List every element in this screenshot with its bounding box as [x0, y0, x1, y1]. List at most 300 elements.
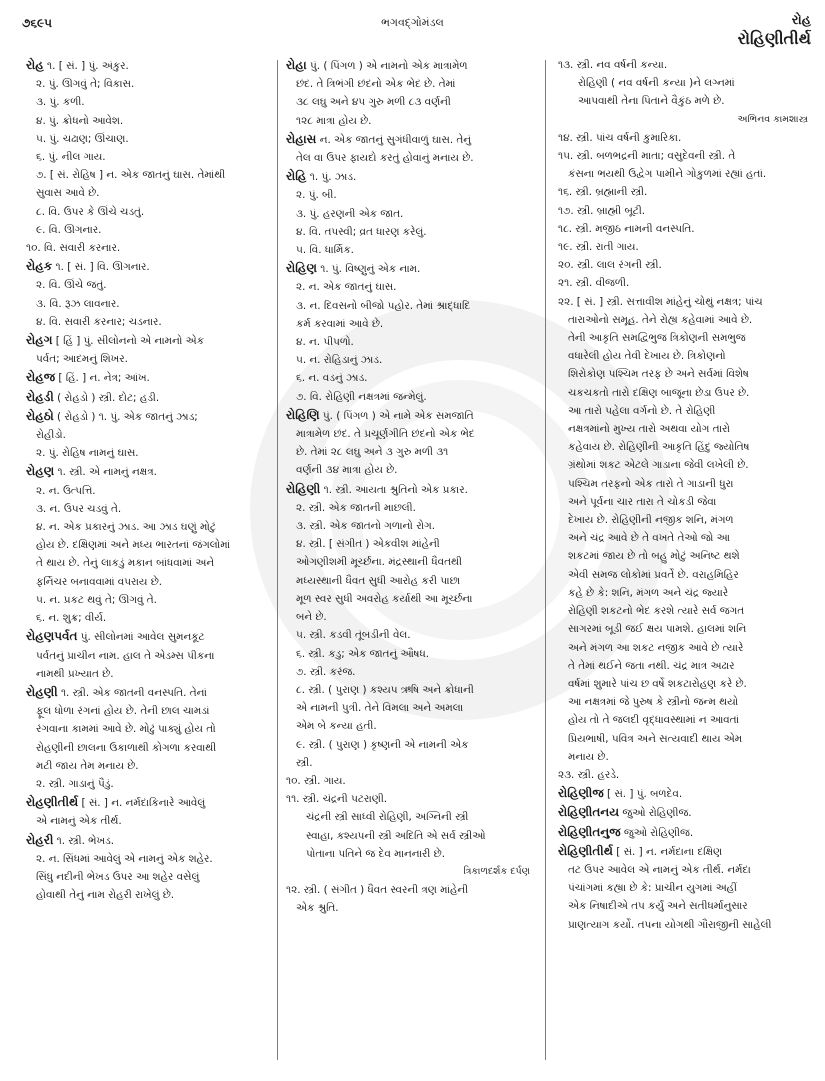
definition-text: ૮. વિ. ઉપર કે ઊંચે ચડતું. — [36, 205, 145, 218]
definition-line — [286, 278, 530, 296]
definition-line — [558, 256, 808, 274]
column-divider — [545, 60, 546, 1060]
definition-line — [26, 812, 264, 830]
definition-text: [ સં. ] ન. નર્મદાકિનારે આવેલું — [78, 797, 206, 810]
headword: રોહણીતીર્થ — [26, 795, 79, 810]
definition-text: અને પૂર્વના ચાર તારા તે ચોકડી જેવા — [568, 495, 717, 508]
definition-line — [286, 388, 530, 406]
definition-line — [286, 535, 530, 553]
definition-line — [558, 293, 808, 311]
definition-line — [26, 647, 264, 665]
definition-text: નક્ષત્રમાંનો મુખ્ય તારો અથવા યોગ તારો — [568, 423, 731, 436]
definition-text: સ્વાહા, કશ્યપની સ્ત્રી અદિતિ એ સર્વ સ્ત્રીઓ — [306, 829, 486, 842]
definition-text: ફર્નિચર બનાવવામાં વપરાય છે. — [36, 575, 163, 588]
quotation-line — [286, 827, 530, 845]
definition-line — [558, 493, 808, 511]
definition-text: પ્રાણત્યાગ કર્યો. તપના યોગથી ગૌરાજીની સાહેલી — [568, 918, 772, 931]
definition-text: રોહિણી ( નવ વર્ષની કન્યા )ને લગ્નમાં — [578, 77, 735, 90]
definition-text: ૪. પું. ક્રોધનો આવેશ. — [36, 114, 124, 127]
entry-headword-line — [558, 842, 808, 861]
entry-headword-line — [286, 167, 530, 186]
definition-line — [558, 748, 808, 766]
definition-text: કહે છે કે: શનિ, મંગળ અને ચંદ્ર જ્યારે — [568, 586, 729, 599]
definition-text: ૫. ન. રોહિડાનું ઝાડ. — [296, 354, 383, 367]
headword: રોહિ — [286, 169, 307, 184]
definition-text: અને ચંદ્ર આવે છે તે વખતે તેઓ જો આ — [568, 532, 730, 545]
definition-line — [558, 675, 808, 693]
definition-text: ૧૬. સ્ત્રી. બ્રહ્માની સ્ત્રી. — [558, 186, 648, 199]
definition-text: હોવાથી તેનું નામ રોહરી રાખેલું છે. — [36, 889, 175, 902]
entry-headword-line — [286, 259, 530, 278]
entry-headword-line — [286, 130, 530, 149]
quotation-line — [286, 845, 530, 863]
definition-line — [558, 639, 808, 657]
definition-text: હોય છે. દક્ષિણમાં અને મધ્ય ભારતનાં જંગલોમાં — [36, 539, 231, 552]
headword: રોહણપર્વત — [26, 629, 78, 644]
entry-headword-line — [26, 683, 264, 702]
headword: રોહિણી — [286, 481, 321, 496]
definition-line — [26, 775, 264, 793]
headword: રોહણ — [26, 464, 55, 479]
definition-text: તટ ઉપર આવેલ એ નામનું એક તીર્થ. નર્મદા — [568, 863, 751, 876]
definition-text: વધારેલી હોય તેવી દેખાય છે. ત્રિકોણનો — [568, 350, 726, 363]
definition-text: પ્રિયભાષી, પવિત્ર અને સત્યવાદી થાય એમ — [568, 732, 743, 745]
definition-text: [ હિં. ] ન. નેત્ર; આંખ. — [55, 372, 150, 385]
headword: રોહણી — [26, 684, 58, 699]
definition-text: ૩. પું. હરણની એક જાત. — [296, 207, 404, 220]
definition-line — [558, 329, 808, 347]
definition-line — [26, 444, 264, 462]
entry-headword-line — [26, 407, 264, 426]
definition-text: હોય તો તે જલદી વૃદ્ધાવસ્થામાં ન આવતાં — [568, 714, 740, 727]
definition-text: કર્મ કરવામાં આવે છે. — [296, 317, 384, 330]
definition-text: ૧૫. સ્ત્રી. બળભદ્રની માતા; વસુદેવની સ્ત્રી. તે — [558, 150, 736, 163]
headword: રોહિણીતીર્થ — [558, 843, 613, 858]
definition-line — [286, 772, 530, 790]
definition-text: ૧. [ સં. ] પું. અંકુર. — [43, 60, 129, 72]
entry-headword-line — [26, 627, 264, 646]
page-header — [0, 0, 825, 56]
definition-line — [26, 554, 264, 572]
definition-line — [26, 203, 264, 221]
definition-text: પું. ( પિંગળ ) એ નામનો એક માત્રામેળ — [306, 60, 468, 72]
definition-line — [26, 665, 264, 683]
definition-line — [558, 879, 808, 897]
definition-line — [558, 56, 808, 74]
definition-line — [26, 75, 264, 93]
definition-text: [ સં. ] ન. નર્મદાના દક્ષિણ — [612, 845, 723, 858]
definition-text: એક શ્રુતિ. — [296, 902, 339, 915]
definition-text: ૨૨. [ સં. ] સ્ત્રી. સત્તાવીશ માંહેનું ચોથું નક્ષત્ર; પાંચ — [558, 295, 763, 308]
definition-line — [286, 608, 530, 626]
definition-line — [286, 553, 530, 571]
entry-headword-line — [558, 784, 808, 803]
definition-line — [286, 754, 530, 772]
definition-text: નામથી પ્રખ્યાત છે. — [36, 667, 114, 680]
definition-line — [558, 183, 808, 201]
definition-line — [558, 584, 808, 602]
guide-word-end: રોહિણીતીર્થ — [737, 29, 811, 48]
headword: રોહડી — [26, 389, 54, 404]
definition-line — [26, 591, 264, 609]
definition-text: પંચાંગમાં કહ્યા છે કે: પ્રાચીન યુગમાં અહીં — [568, 882, 738, 895]
entry-headword-line — [286, 480, 530, 499]
definition-line — [26, 757, 264, 775]
definition-text: ૪. સ્ત્રી. [ સંગીત ) એકવીશ માંહેની — [296, 538, 440, 551]
definition-text: ૧. સ્ત્રી. આયતા શ્રુતિનો એક પ્રકાર. — [320, 483, 468, 496]
definition-line — [286, 736, 530, 754]
definition-text: ૬. પું. નીલ ગાય. — [36, 151, 106, 164]
entry-headword-line — [286, 56, 530, 75]
definition-line — [286, 572, 530, 590]
definition-text: [ સં. ] પું. બળદેવ. — [603, 788, 683, 801]
definition-text: ન. એક જાતનું સુગંધીવાળું ઘાસ. તેનું — [316, 133, 472, 146]
headword: રોહાસ — [286, 131, 317, 146]
definition-text: ૮. સ્ત્રી. ( પુરાણ ) કશ્યપ ઋષિ અને ક્રોધાની — [296, 683, 474, 696]
definition-text: પોતાના પતિને જ દેવ માનનારી છે. — [306, 847, 445, 860]
definition-text: મટી જાય તેમ મનાય છે. — [36, 759, 139, 772]
definition-line — [558, 438, 808, 456]
column-1 — [26, 56, 264, 1073]
definition-text: એ નામનું એક તીર્થ. — [36, 815, 122, 828]
definition-text: ૭. [ સં. રોહિષ ] ન. એક જાતનું ઘાસ. તેમાંથી — [36, 169, 226, 182]
entry-headword-line — [558, 803, 808, 822]
definition-line — [558, 620, 808, 638]
definition-line — [26, 313, 264, 331]
definition-text: તેની આકૃતિ સમદ્વિભુજ ત્રિકોણની સમભુજ — [568, 332, 746, 345]
headword: રોહક — [26, 259, 53, 274]
definition-text: મૂળ સ્વર સુધી અવરોહ કર્યાથી આ મૂર્ચ્છના — [296, 592, 473, 605]
definition-text: ૬. સ્ત્રી. કડુ; એક જાતનું ઔષધ. — [296, 647, 430, 660]
definition-text: સુવાસ આવે છે. — [36, 187, 100, 200]
definition-text: એવી સમજ લોકોમાં પ્રવર્તે છે. વરાહમિહિર — [568, 568, 739, 581]
definition-text: ૪. ન. પીપળો. — [296, 336, 354, 349]
definition-line — [558, 165, 808, 183]
definition-text: વર્ણની ૩૪ માત્રા હોય છે. — [296, 464, 398, 477]
definition-line — [558, 274, 808, 292]
definition-line — [558, 529, 808, 547]
definition-text: અને મંગળ આ શકટ નજીક આવે છે ત્યારે — [568, 641, 744, 654]
definition-line — [286, 186, 530, 204]
headword: રોહિણીજ — [558, 786, 604, 801]
entry-headword-line — [26, 793, 264, 812]
definition-line — [286, 443, 530, 461]
headword: રોહિણ — [286, 261, 317, 276]
guide-word-start: રોહ — [791, 13, 811, 28]
definition-text: પર્વતનું પ્રાચીન નામ. હાલ તે એડમ્સ પીકના — [36, 649, 215, 662]
headword: રોહિણિ — [286, 407, 320, 422]
definition-text: ચકચકતો તારો દક્ષિણ બાજૂના છેડા ઉપર છે. — [568, 386, 750, 399]
definition-line — [286, 75, 530, 93]
entry-headword-line — [26, 368, 264, 387]
definition-line — [26, 426, 264, 444]
definition-text: ૭. સ્ત્રી. કરંજ. — [296, 665, 356, 678]
definition-line — [26, 166, 264, 184]
definition-text: મનાય છે. — [568, 750, 609, 763]
definition-line — [286, 425, 530, 443]
definition-text: તેલ વા ઉપર ફાયદો કરતું હોવાનું મનાય છે. — [296, 152, 474, 165]
definition-text: ૩. ન. દિવસનો બીજો પહોર. તેમાં શ્રાદ્ધાદિ — [296, 299, 471, 312]
definition-text: ૧૯. સ્ત્રી. રાતી ગાય. — [558, 241, 639, 254]
definition-text: ૨. પું. બી. — [296, 189, 337, 202]
definition-line — [286, 699, 530, 717]
definition-line — [558, 220, 808, 238]
definition-line — [558, 547, 808, 565]
definition-line — [286, 663, 530, 681]
definition-line — [558, 147, 808, 165]
definition-line — [558, 861, 808, 879]
quotation-line — [558, 74, 808, 92]
definition-line — [286, 626, 530, 644]
definition-line — [558, 347, 808, 365]
definition-text: ૬. ન. શુક્ર; વીર્ય. — [36, 612, 107, 625]
definition-text: સ્ત્રી. — [296, 756, 313, 769]
headword: રોહજ — [26, 370, 56, 385]
definition-text: ૨. સ્ત્રી. ગાડાનું પૈડું. — [36, 777, 114, 790]
definition-line — [286, 645, 530, 663]
definition-text: ૩. વિ. રૂઝ લાવનાર. — [36, 297, 120, 310]
definition-text: ૨. ન. એક જાતનું ઘાસ. — [296, 281, 397, 294]
definition-line — [286, 717, 530, 735]
definition-text: ૧૨. સ્ત્રી. ( સંગીત ) ધૈવત સ્વરની ત્રણ માંહેની — [286, 884, 469, 897]
definition-line — [286, 790, 530, 808]
definition-text: સાગરમાં બૂડી જઈ ક્ષય પામશે. હાલમાં શનિ — [568, 623, 747, 636]
definition-line — [286, 351, 530, 369]
definition-line — [286, 681, 530, 699]
definition-line — [26, 886, 264, 904]
definition-line — [26, 850, 264, 868]
definition-line — [26, 239, 264, 257]
definition-text: છે. તેમાં ૨૮ લઘુ અને ૩ ગુરુ મળી ૩૧ — [296, 446, 449, 459]
definition-text: એક નિષાદીએ તપ કર્યું અને સતીધર્માનુસાર — [568, 900, 748, 913]
definition-line — [558, 475, 808, 493]
definition-text: શકટમાં જાય છે તો બહુ મોટું અનિષ્ટ થશે — [568, 550, 740, 563]
definition-text: ૧. પું. વિષ્ણુનું એક નામ. — [316, 263, 421, 276]
definition-text: ઓગણીશમી મૂર્ચ્છના. મંદ્રસ્થાની ધૈવતથી — [296, 556, 462, 569]
definition-line — [558, 711, 808, 729]
entry-headword-line — [286, 406, 530, 425]
definition-line — [26, 609, 264, 627]
definition-line — [286, 517, 530, 535]
definition-text: ૧. સ્ત્રી. ભેખડ. — [53, 834, 115, 847]
definition-text: જુઓ રોહિણીજ. — [619, 807, 692, 820]
definition-text: તે થાય છે. તેનું લાકડું મકાન બાંધવામાં અને — [36, 557, 215, 570]
definition-text: ૩. પું. કળી. — [36, 96, 85, 109]
definition-line — [558, 730, 808, 748]
headword: રોહ — [26, 58, 44, 72]
definition-line — [26, 500, 264, 518]
definition-text: તારાઓનો સમૂહ. તેને રોહ્ય કહેવામાં આવે છે. — [568, 313, 753, 326]
definition-text: ૨. વિ. ઊંચે જતું. — [36, 279, 107, 292]
definition-text: ૨. સ્ત્રી. એક જાતની માછલી. — [296, 501, 416, 514]
quotation-line — [558, 92, 808, 110]
definition-line — [286, 369, 530, 387]
definition-text: ૧. પું. ઝાડ. — [306, 171, 357, 184]
definition-line — [26, 482, 264, 500]
definition-text: ૯. સ્ત્રી. ( પુરાણ ) કૃષ્ણની એ નામની એક — [296, 738, 469, 751]
definition-text: રોહીડો. — [36, 429, 66, 442]
entry-headword-line — [558, 823, 808, 842]
definition-line — [26, 221, 264, 239]
definition-text: ૧૨૮ માત્રા હોય છે. — [296, 114, 372, 127]
definition-line — [26, 130, 264, 148]
definition-text: ૪. વિ. સવારી કરનાર; ચડનાર. — [36, 315, 162, 328]
definition-text: કંસના ભયથી ઉદ્વેગ પામીને ગોકુળમાં રહ્યાં હતાં. — [568, 168, 767, 181]
definition-line — [558, 897, 808, 915]
definition-text: ૩૮ લઘુ અને ૪૫ ગુરુ મળી ૮૩ વર્ણની — [296, 96, 451, 109]
definition-text: એમ બે કન્યા હતી. — [296, 720, 377, 733]
column-3 — [558, 56, 808, 1073]
definition-text: માત્રામેળ છંદ. તે પ્રચૂર્ણગીતિ છંદનો એક ભેદ — [296, 428, 475, 441]
headword: રોહગ — [26, 333, 53, 348]
definition-line — [286, 112, 530, 130]
definition-text: ૨૧. સ્ત્રી. વીજળી. — [558, 277, 630, 290]
definition-line — [558, 402, 808, 420]
definition-text: ૪. ન. એક પ્રકારનું ઝાડ. આ ઝાડ ઘણું મોટું — [36, 521, 216, 534]
definition-line — [558, 766, 808, 784]
definition-line — [558, 657, 808, 675]
definition-text: બને છે. — [296, 611, 327, 624]
entry-headword-line — [26, 831, 264, 850]
entry-headword-line — [26, 257, 264, 276]
guide-words — [738, 12, 811, 48]
definition-line — [558, 916, 808, 934]
quotation-line — [286, 808, 530, 826]
definition-text: તે તેમાં થઈને જતા નથી. ચંદ્ર માત્ર અઢાર — [568, 659, 735, 672]
definition-line — [26, 702, 264, 720]
definition-line — [558, 693, 808, 711]
definition-text: સિંધુ નદીની ભેખડ ઉપર આ શહેર વસેલું — [36, 870, 200, 883]
definition-line — [26, 184, 264, 202]
headword: રોહિણીતનય — [558, 805, 620, 820]
definition-line — [26, 573, 264, 591]
definition-text: ગ્રંથોમાં શકટ એટલે ગાડાના જેવી લખેલી છે. — [568, 459, 749, 472]
definition-text: મધ્યસ્થાની ધૈવત સુધી આરોહ કરી પાછા — [296, 574, 461, 587]
definition-line — [26, 720, 264, 738]
definition-line — [558, 511, 808, 529]
definition-text: અભિનવ કામશાસ્ત્ર — [737, 113, 808, 125]
definition-line — [26, 148, 264, 166]
definition-text: ૧૭. સ્ત્રી. બ્રાહ્મી બૂટી. — [558, 204, 646, 217]
definition-line — [26, 276, 264, 294]
definition-text: આપવાથી તેના પિતાને વૈકુંઠ મળે છે. — [578, 95, 725, 108]
definition-line — [26, 350, 264, 368]
definition-line — [558, 311, 808, 329]
definition-text: પું. ( પિંગળ ) એ નામે એક સમજાતિ — [319, 409, 474, 422]
definition-line — [558, 566, 808, 584]
definition-text: ૫. પું. ચઢાણ; ઊંચાણ. — [36, 132, 129, 145]
definition-text: ૧. સ્ત્રી. એક જાતની વનસ્પતિ. તેનાં — [57, 686, 207, 699]
definition-text: આ તારો પહેલા વર્ગનો છે. તે રોહિણી — [568, 404, 716, 417]
definition-text: ( રોહડો ) ૧. પું. એક જાતનું ઝાડ; — [53, 410, 198, 423]
column-2 — [286, 56, 530, 1073]
definition-text: ૫. ન. પ્રકટ થવું તે; ઊગવું તે. — [36, 593, 157, 606]
definition-text: ૯. વિ. ઊગનાર. — [36, 223, 102, 236]
definition-text: ૨૩. સ્ત્રી. હરડે. — [558, 768, 620, 781]
definition-text: ૧. [ સં. ] વિ. ઊગનાર. — [52, 261, 150, 274]
definition-text: ૪. વિ. તપસ્વી; વ્રત ધારણ કરેલું. — [296, 225, 427, 238]
definition-line — [26, 518, 264, 536]
definition-line — [286, 881, 530, 899]
definition-text: ૧૩. સ્ત્રી. નવ વર્ષની કન્યા. — [558, 59, 668, 71]
definition-text: કહેવાય છે. રોહિણીની આકૃતિ હિંદુ જ્યોતિષ — [568, 441, 750, 454]
definition-text: છંદ. તે ત્રિભંગી છંદનો એક ભેદ છે. તેમાં — [296, 78, 456, 91]
definition-line — [286, 333, 530, 351]
entry-headword-line — [26, 462, 264, 481]
definition-text: ૨. ન. ઉત્પત્તિ. — [36, 484, 96, 497]
definition-line — [286, 93, 530, 111]
definition-text: ૫. વિ. ધાર્મિક. — [296, 244, 354, 257]
quotation-source — [286, 863, 530, 881]
definition-text: ફૂલ ધોળા રંગનાં હોય છે. તેની છાલ ચામડાં — [36, 705, 210, 718]
entry-headword-line — [26, 56, 264, 75]
definition-line — [286, 223, 530, 241]
definition-line — [26, 739, 264, 757]
definition-text: પું. સીલોનમાં આવેલ સુમનકૂટ — [77, 631, 205, 644]
definition-line — [286, 149, 530, 167]
definition-text: વર્ષમાં શુમારે પાંચ છ વર્ષે શકટારોહણ કરે છે. — [568, 677, 747, 690]
definition-line — [286, 241, 530, 259]
definition-line — [26, 868, 264, 886]
definition-line — [558, 202, 808, 220]
definition-text: ૩. સ્ત્રી. એક જાતનો ગળાનો રોગ. — [296, 520, 436, 533]
column-divider — [277, 60, 278, 1060]
definition-text: ૩. ન. ઉપર ચડવું તે. — [36, 502, 122, 515]
running-title: ભગવદ્ગોમંડલ — [381, 16, 444, 29]
definition-text: ૧૧. સ્ત્રી. ચંદ્રની પટરાણી. — [286, 793, 388, 806]
definition-line — [286, 899, 530, 917]
definition-text: [ હિં ] પું. સીલોનનો એ નામનો એક — [52, 335, 204, 348]
definition-text: ૨. પું. રોહિષ નામનું ઘાસ. — [36, 447, 139, 460]
definition-text: ૧૪. સ્ત્રી. પાંચ વર્ષની કુમારિકા. — [558, 131, 682, 144]
definition-line — [558, 365, 808, 383]
definition-line — [26, 295, 264, 313]
definition-text: દેખાય છે. રોહિણીની નજીક શનિ, મંગળ — [568, 514, 734, 527]
definition-text: ૧. સ્ત્રી. એ નામનું નક્ષત્ર. — [54, 466, 157, 479]
definition-text: શિરોકોણ પશ્ચિમ તરફ છે અને સર્વમાં વિશેષ — [568, 368, 749, 381]
definition-text: રંગવાના કામમાં આવે છે. મોઢું પાક્યું હોય તો — [36, 723, 216, 736]
definition-text: પર્વત; આદમનું શિખર. — [36, 353, 128, 366]
headword: રોહિણીતનુજ — [558, 824, 621, 839]
definition-line — [558, 456, 808, 474]
headword: રોહરી — [26, 832, 54, 847]
definition-text: આ નક્ષત્રમાં જે પુરુષ કે સ્ત્રીનો જન્મ થયો — [568, 696, 739, 709]
headword: રોહા — [286, 58, 307, 72]
definition-text: ૧૮. સ્ત્રી. મજીઠ નામની વનસ્પતિ. — [558, 222, 695, 235]
definition-text: ૧૦. વિ. સવારી કરનાર. — [26, 242, 121, 255]
definition-text: એ નામની પુત્રી. તેને વિમલા અને અમલા — [296, 702, 464, 715]
headword: રોહઠો — [26, 408, 54, 423]
definition-text: ૨૦. સ્ત્રી. લાલ રંગની સ્ત્રી. — [558, 259, 662, 272]
entry-headword-line — [26, 331, 264, 350]
definition-text: ૨. પું. ઊગવું તે; વિકાસ. — [36, 78, 135, 91]
definition-text: ૬. ન. વડનું ઝાડ. — [296, 372, 368, 385]
definition-line — [286, 461, 530, 479]
definition-text: પશ્ચિમ તરફનો એક તારો તે ગાડાની ધુરા — [568, 477, 734, 490]
definition-text: ૭. વિ. રોહિણી નક્ષત્રમાં જન્મેલું. — [296, 390, 427, 403]
definition-text: ( રોહડો ) સ્ત્રી. દોટ; હડી. — [53, 391, 160, 404]
definition-text: ૧૦. સ્ત્રી. ગાય. — [286, 774, 346, 787]
definition-text: રોહિણી શકટનો ભેદ કરશે ત્યારે સર્વ જગત — [568, 605, 745, 618]
entry-headword-line — [26, 388, 264, 407]
definition-line — [286, 297, 530, 315]
definition-line — [286, 590, 530, 608]
definition-line — [558, 384, 808, 402]
definition-text: ૨. ન. સિંધમાં આવેલું એ નામનું એક શહેર. — [36, 852, 213, 865]
definition-line — [558, 602, 808, 620]
definition-line — [26, 112, 264, 130]
definition-line — [558, 420, 808, 438]
